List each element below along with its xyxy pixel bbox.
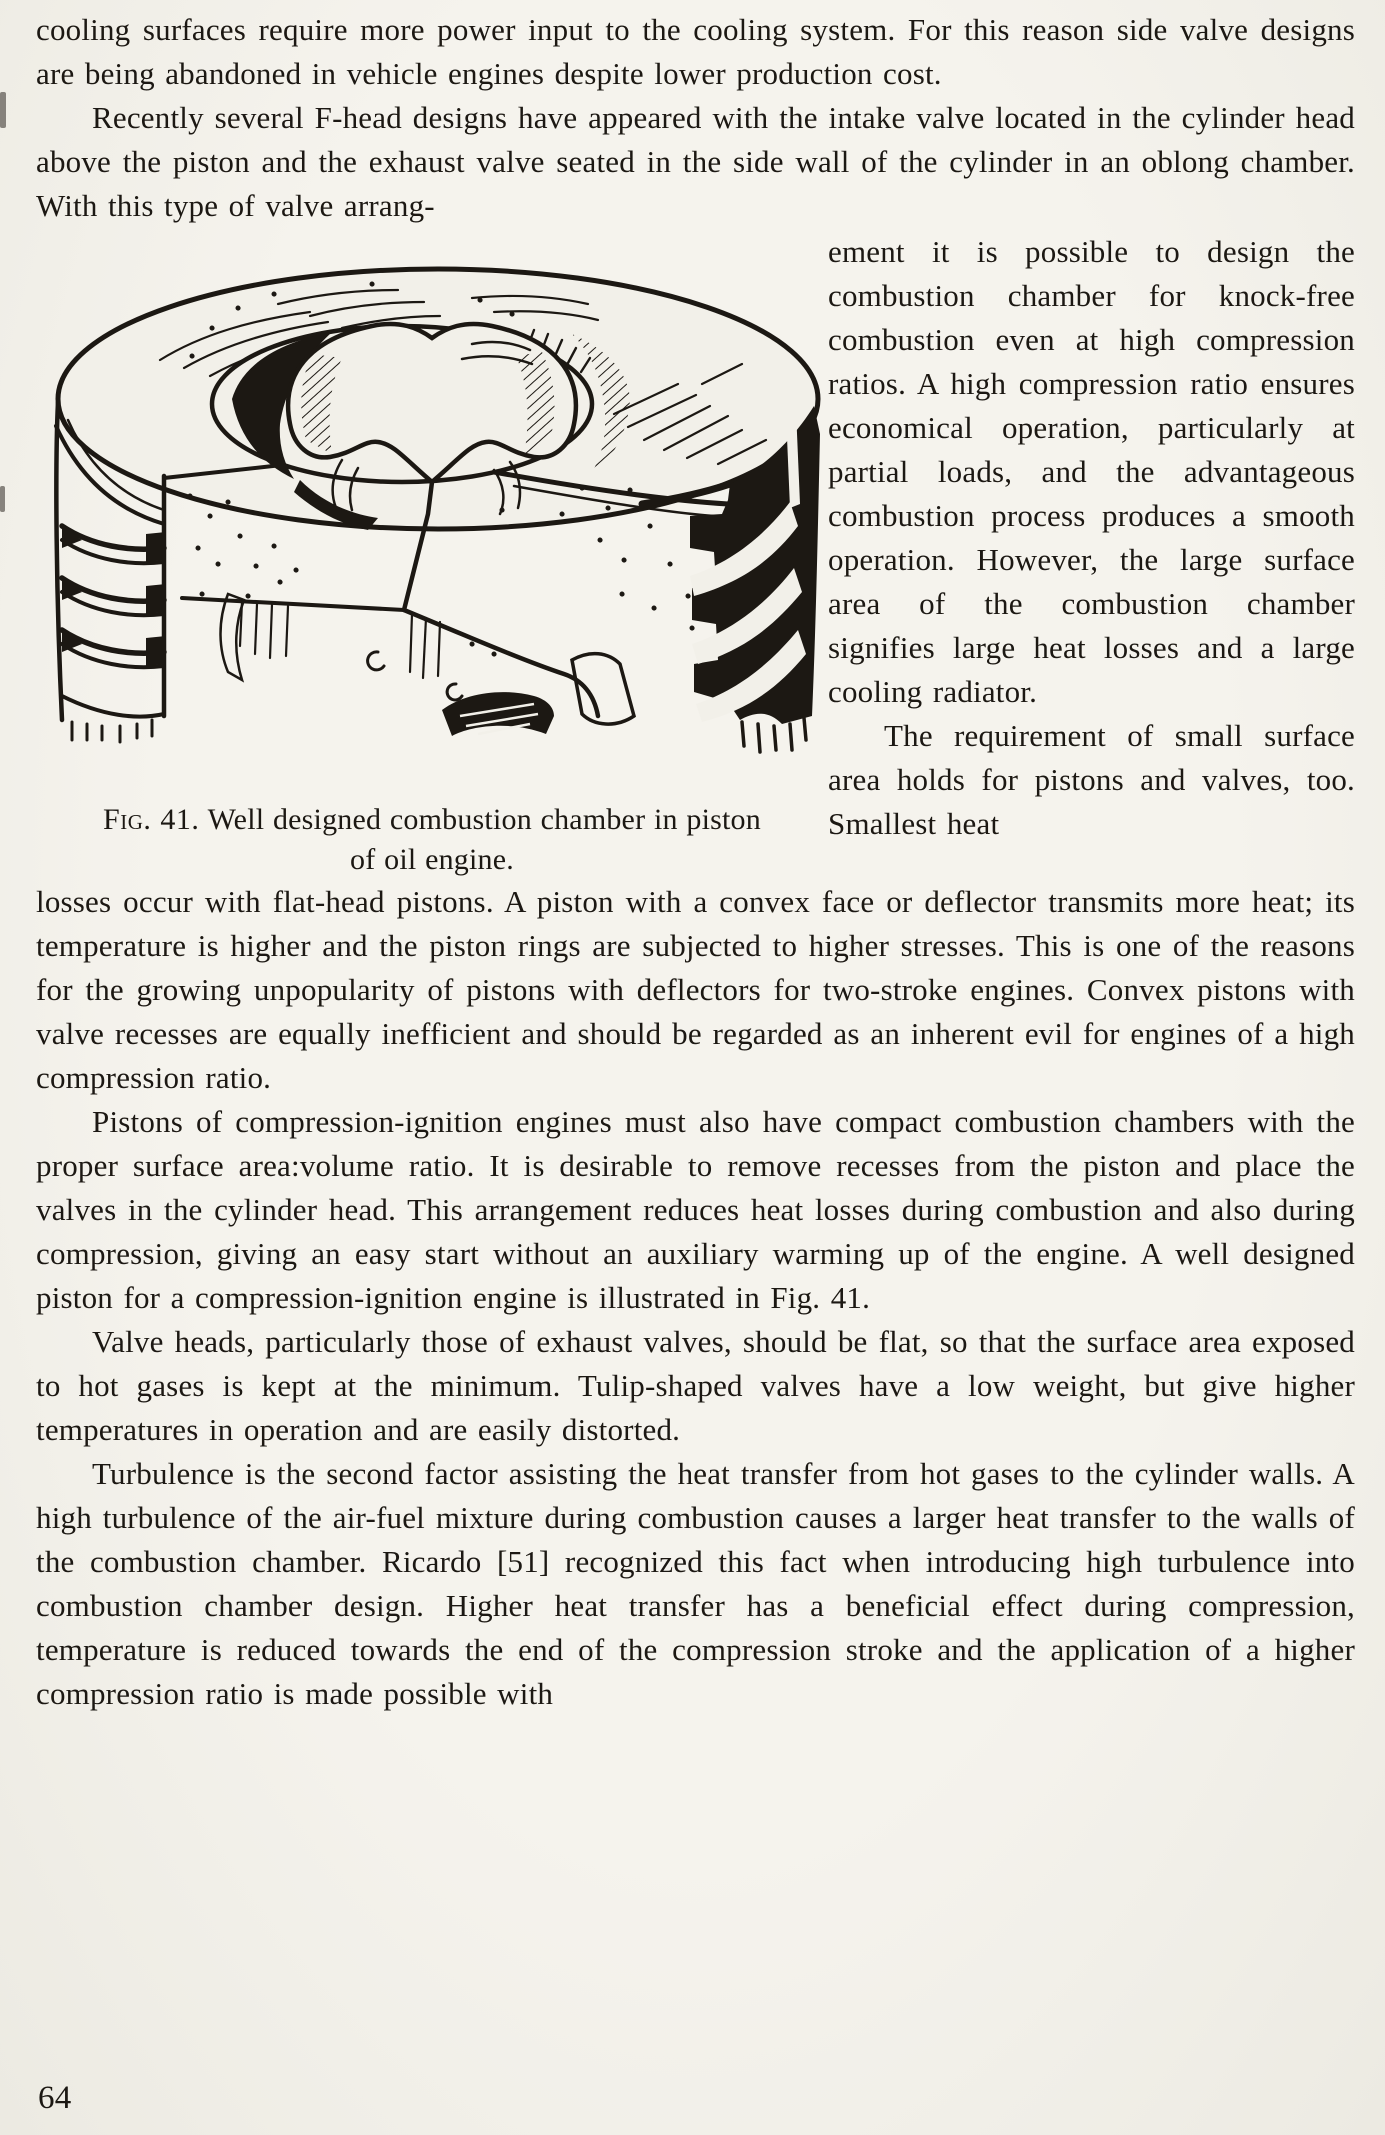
figure-caption-text: Well designed combustion chamber in piston of oil engine. xyxy=(207,803,761,876)
page-content xyxy=(36,8,1355,1716)
scan-edge-artifact xyxy=(0,92,6,128)
figure-and-text-row xyxy=(36,230,1355,880)
figure-caption xyxy=(36,800,828,880)
scan-edge-artifact xyxy=(0,486,5,512)
piston-cutaway-illustration xyxy=(42,264,822,784)
paragraph-fhead-start: Recently several F-head designs have appeared with the intake valve located in the cylinder head above the piston and the exhaust valve seated in the side wall of the cylinder in an oblong chamber. With this type of valve arrang- xyxy=(36,100,1355,223)
paragraph-requirement-start: The requirement of small surface area holds for pistons and valves, too. Smallest heat xyxy=(828,718,1355,841)
figure-41 xyxy=(36,230,828,880)
page-number: 64 xyxy=(38,2080,72,2116)
paragraph-fhead-continued: ement it is possible to design the combustion chamber for knock-free combustion even at high compression ratios. A high compression ratio ensures economical operation, particularly at partial loads, and the advantageous combustion process produces a smooth operation. However, the large surface area of the combustion chamber signifies large heat losses and a large cooling radiator. xyxy=(828,234,1355,709)
paragraph-compression-ignition: Pistons of compression-ignition engines must also have compact combustion chambers with the proper surface area:volume ratio. It is desirable to remove recesses from the piston and place the valves in the cylinder head. This arrangement reduces heat losses during combustion and also during compression, giving an easy start without an auxiliary warming up of the engine. A well designed piston for a compression-ignition engine is illustrated in Fig. 41. xyxy=(36,1104,1355,1315)
right-text-column xyxy=(828,230,1355,846)
paragraph-cooling-surfaces: cooling surfaces require more power input to the cooling system. For this reason side valve designs are being abandoned in vehicle engines despite lower production cost. xyxy=(36,12,1355,91)
paragraph-turbulence: Turbulence is the second factor assisting the heat transfer from hot gases to the cylinder walls. A high turbulence of the air-fuel mixture during combustion causes a larger heat transfer to the walls of the combustion chamber. Ricardo [51] recognized this fact when introducing high turbulence into combustion chamber design. Higher heat transfer has a beneficial effect during compression, temperature is reduced towards the end of the compression stroke and the application of a higher compression ratio is made possible with xyxy=(36,1456,1355,1711)
paragraph-valve-heads: Valve heads, particularly those of exhaust valves, should be flat, so that the surface area exposed to hot gases is kept at the minimum. Tulip-shaped valves have a low weight, but give higher temperatures in operation and are easily distorted. xyxy=(36,1324,1355,1447)
figure-caption-label: Fig. 41. xyxy=(103,803,200,836)
paragraph-requirement-continued: losses occur with flat-head pistons. A piston with a convex face or deflector transmits more heat; its temperature is higher and the piston rings are subjected to higher stresses. This is one of the reasons for the growing unpopularity of pistons with deflectors for two-stroke engines. Convex pistons with valve recesses are equally inefficient and should be regarded as an inherent evil for engines of a high compression ratio. xyxy=(36,884,1355,1095)
